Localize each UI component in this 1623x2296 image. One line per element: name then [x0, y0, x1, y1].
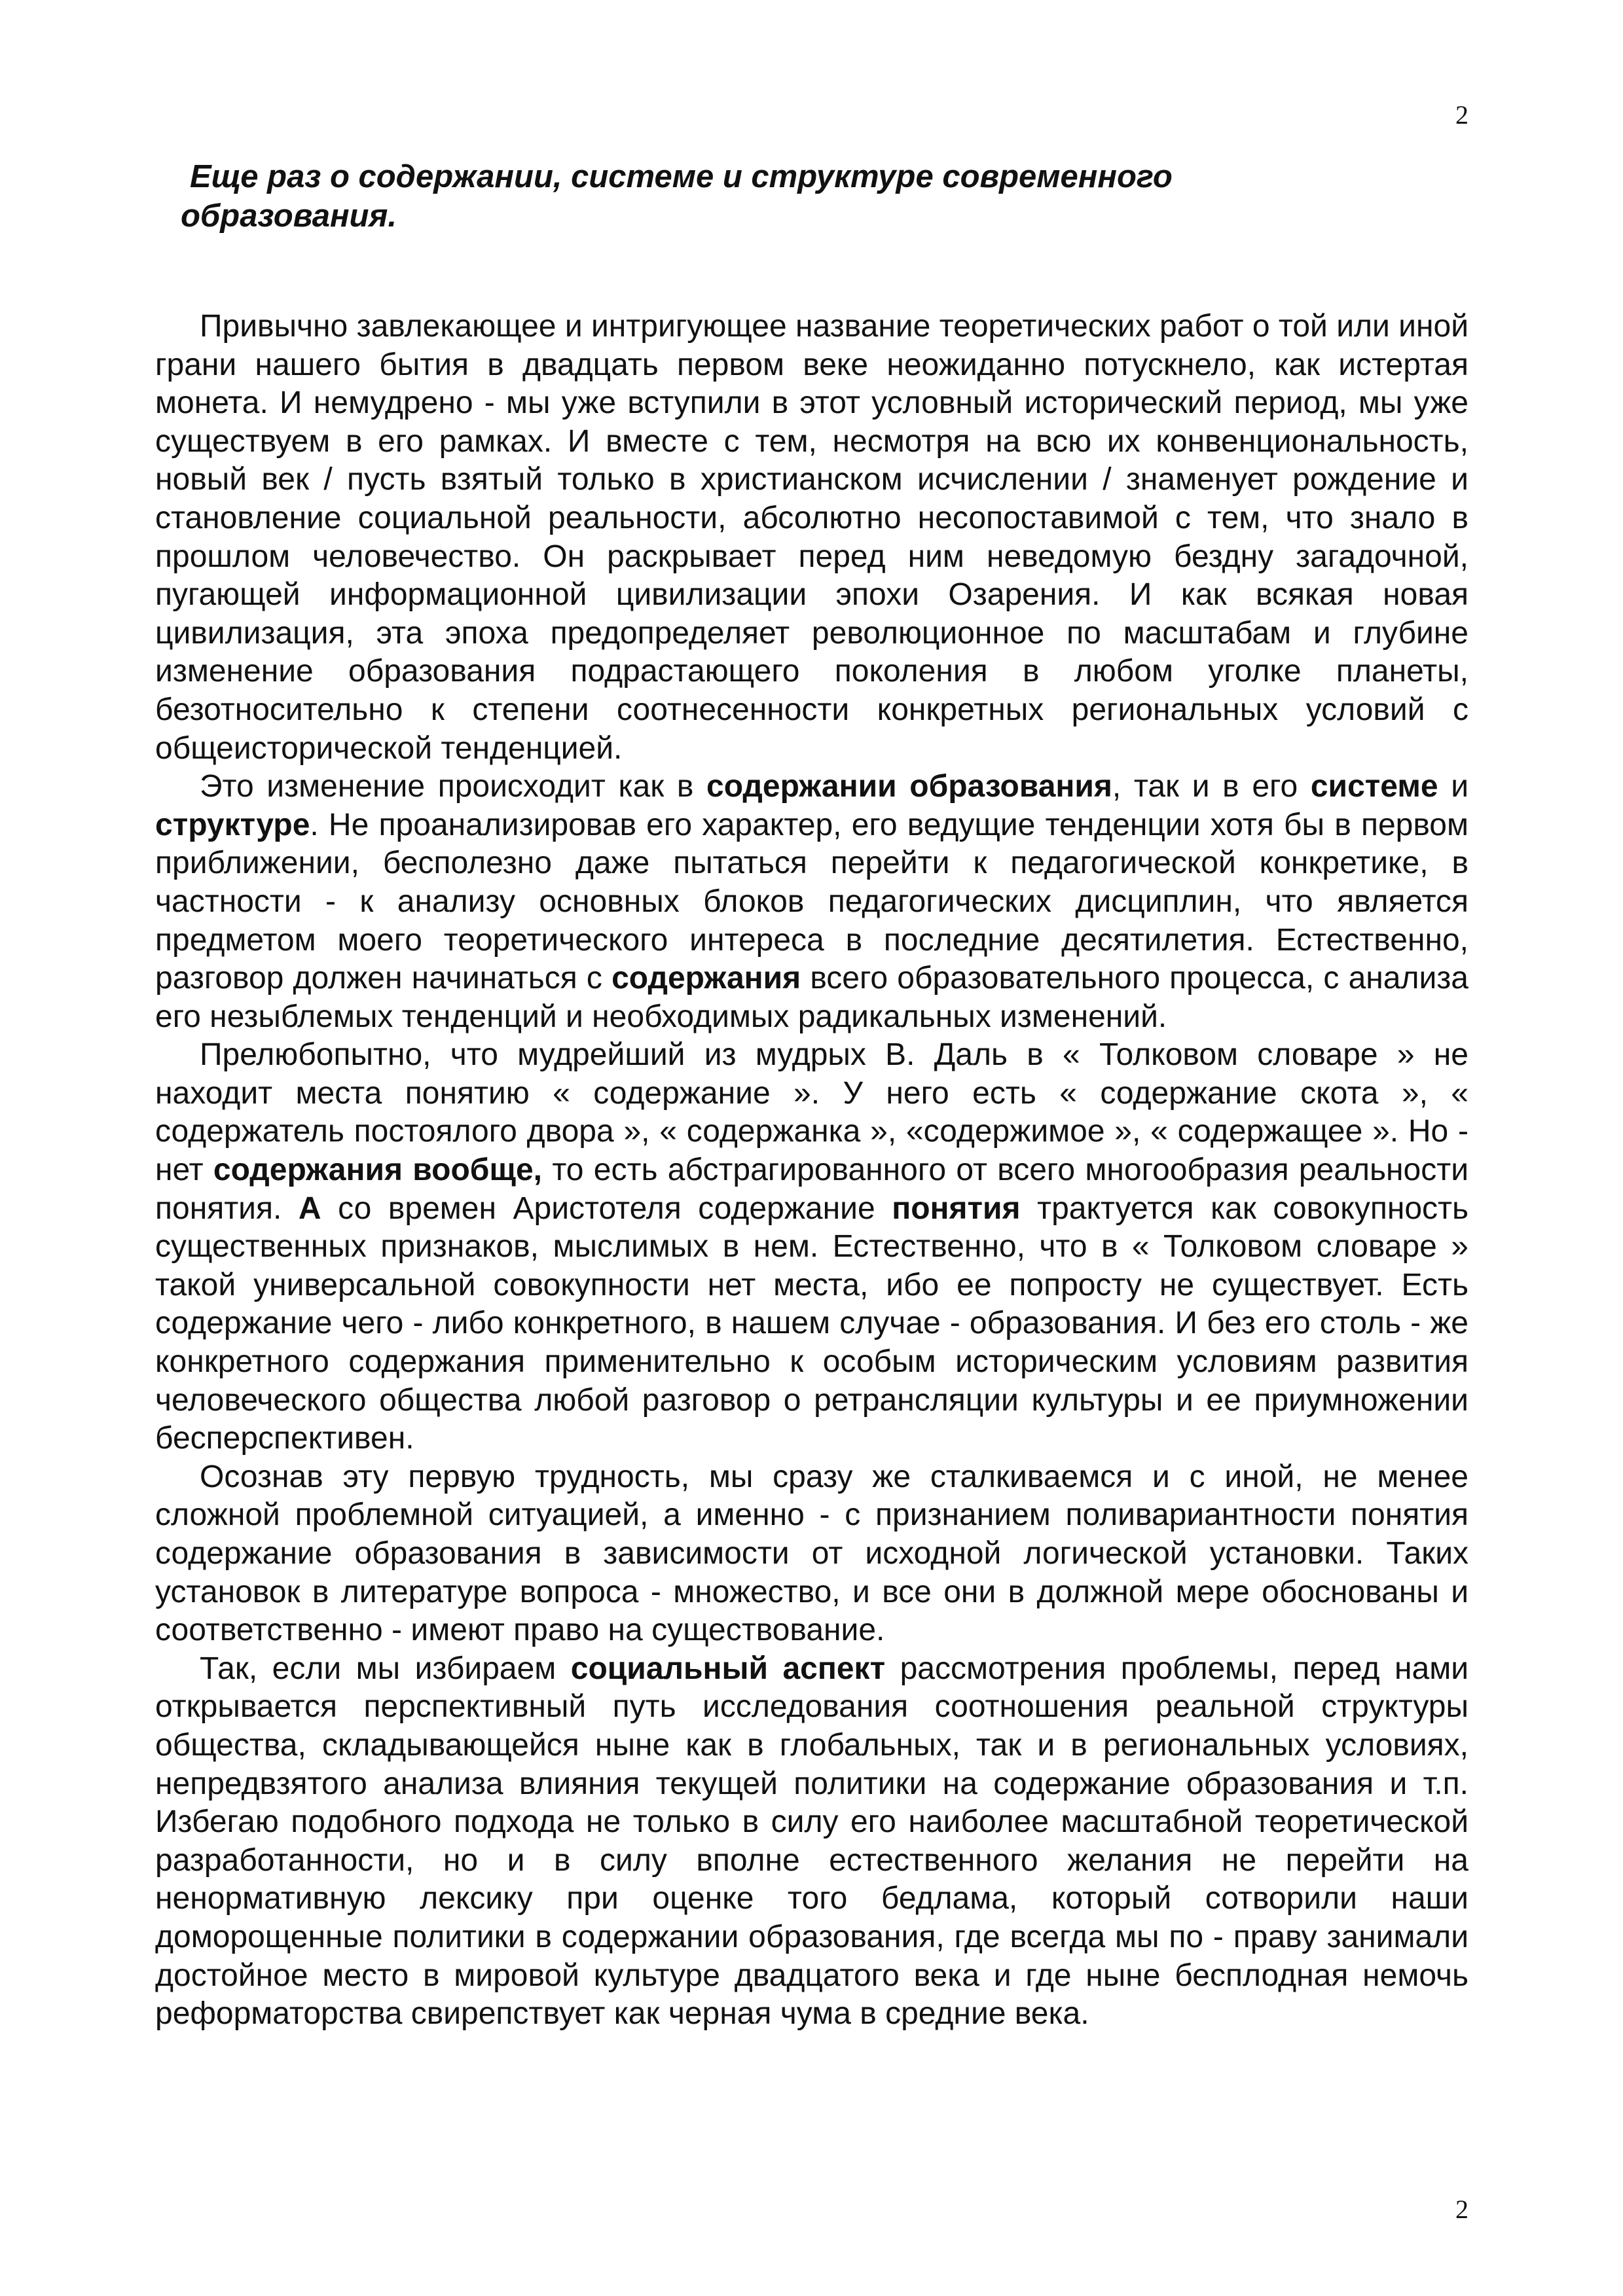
paragraph-1-text: Привычно завлекающее и интригующее название теоретических работ о той или иной грани нашего бытия в двадцать первом веке неожиданно потускнело, как истертая монета. И немудрено - мы уже вступили в этот условный исторический период, мы уже существуем в его рамках. И вместе с тем, несмотря на всю их конвенциональность, новый век / пусть взятый только в христианском исчислении / знаменует рождение и становление социальной реальности, абсолютно несопоставимой с тем, что знало в прошлом человечество. Он раскрывает перед ним неведомую бездну загадочной, пугающей информационной цивилизации эпохи Озарения. И как всякая новая цивилизация, эта эпоха предопределяет революционное по масштабам и глубине изменение образования подрастающего поколения в любом уголке планеты, безотносительно к степени соотнесенности конкретных региональных условий с общеисторической тенденцией. — [155, 309, 1468, 766]
paragraph-4 — [155, 1458, 1468, 1650]
p2-text-2: , так и в его — [1112, 769, 1311, 804]
paragraph-5 — [155, 1650, 1468, 2034]
p2-text-4: . Не проанализировав его характер, его ведущие тенденции хотя бы в первом приближении, бесполезно даже пытаться перейти к педагогической конкретике, в частности - к анализу основных блоков педагогических дисциплин, что является предметом моего теоретического интереса в последние десятилетия. Естественно, разговор должен начинаться с — [155, 807, 1468, 996]
document-body — [155, 308, 1468, 2034]
p5-text-2: рассмотрения проблемы, перед нами открывается перспективный путь исследования соотношения реальной структуры общества, складывающейся ныне как в глобальных, так и в региональных условиях, непредвзятого анализа влияния текущей политики на содержание образования и т.п. Избегаю подобного подхода не только в силу его наиболее масштабной теоретической разработанности, но и в силу вполне естественного желания не перейти на ненормативную лексику при оценке того бедлама, который сотворили наши доморощенные политики в содержании образования, где всегда мы по - праву занимали достойное место в мировой культуре двадцатого века и где ныне бесплодная немочь реформаторства свирепствует как черная чума в средние века. — [155, 1651, 1469, 2032]
p3-text-2: то есть абстрагированного от всего многообразия реальности понятия. — [155, 1153, 1469, 1226]
p3-text-4: трактуется как совокупность существенных признаков, мыслимых в нем. Естественно, что в « Толковом словаре » такой универсальной совокупности нет места, ибо ее попросту не существует. Есть содержание чего - либо конкретного, в нашем случае - образования. И без его столь - же конкретного содержания применительно к особым историческим условиям развития человеческого общества любой разговор о ретрансляции культуры и ее приумножении бесперспективен. — [155, 1191, 1469, 1456]
title-line-1: Еще раз о содержании, системе и структуре современного — [190, 159, 1173, 194]
p2-bold-2: системе — [1310, 769, 1438, 804]
document-title — [181, 157, 1434, 236]
p2-text-3: и — [1438, 769, 1469, 804]
p3-bold-2: А — [298, 1191, 321, 1226]
page-number-top: 2 — [1455, 100, 1468, 130]
p5-bold-1: социальный аспект — [570, 1651, 886, 1686]
p2-text-1: Это изменение происходит как в — [200, 769, 707, 804]
p2-text-5: всего образовательного процесса, с анализа его незыблемых тенденций и необходимых радикальных изменений. — [155, 961, 1468, 1034]
p2-bold-4: содержания — [611, 961, 801, 996]
p2-bold-1: содержании образования — [706, 769, 1112, 804]
p3-bold-3: понятия — [892, 1191, 1021, 1226]
paragraph-4-text: Осознав эту первую трудность, мы сразу же сталкиваемся и с иной, не менее сложной проблемной ситуацией, а именно - с признанием поливариантности понятия содержание образования в зависимости от исходной логической установки. Таких установок в литературе вопроса - множество, и все они в должной мере обоснованы и соответственно - имеют право на существование. — [155, 1459, 1468, 1648]
p3-text-3: со времен Аристотеля содержание — [321, 1191, 892, 1226]
p3-text-1: Прелюбопытно, что мудрейший из мудрых В. Даль в « Толковом словаре » не находит места понятию « содержание ». У него есть « содержание скота », « содержатель постоялого двора », « содержанка », «содержимое », « содержащее ». Но - нет — [155, 1037, 1468, 1188]
paragraph-3 — [155, 1036, 1468, 1458]
p2-bold-3: структуре — [155, 807, 310, 842]
paragraph-1 — [155, 308, 1468, 768]
page-number-bottom: 2 — [1455, 2195, 1468, 2224]
paragraph-2 — [155, 768, 1468, 1036]
p5-text-1: Так, если мы избираем — [200, 1651, 571, 1686]
p3-bold-1: содержания вообще, — [213, 1153, 542, 1188]
title-line-2: образования. — [181, 198, 397, 234]
